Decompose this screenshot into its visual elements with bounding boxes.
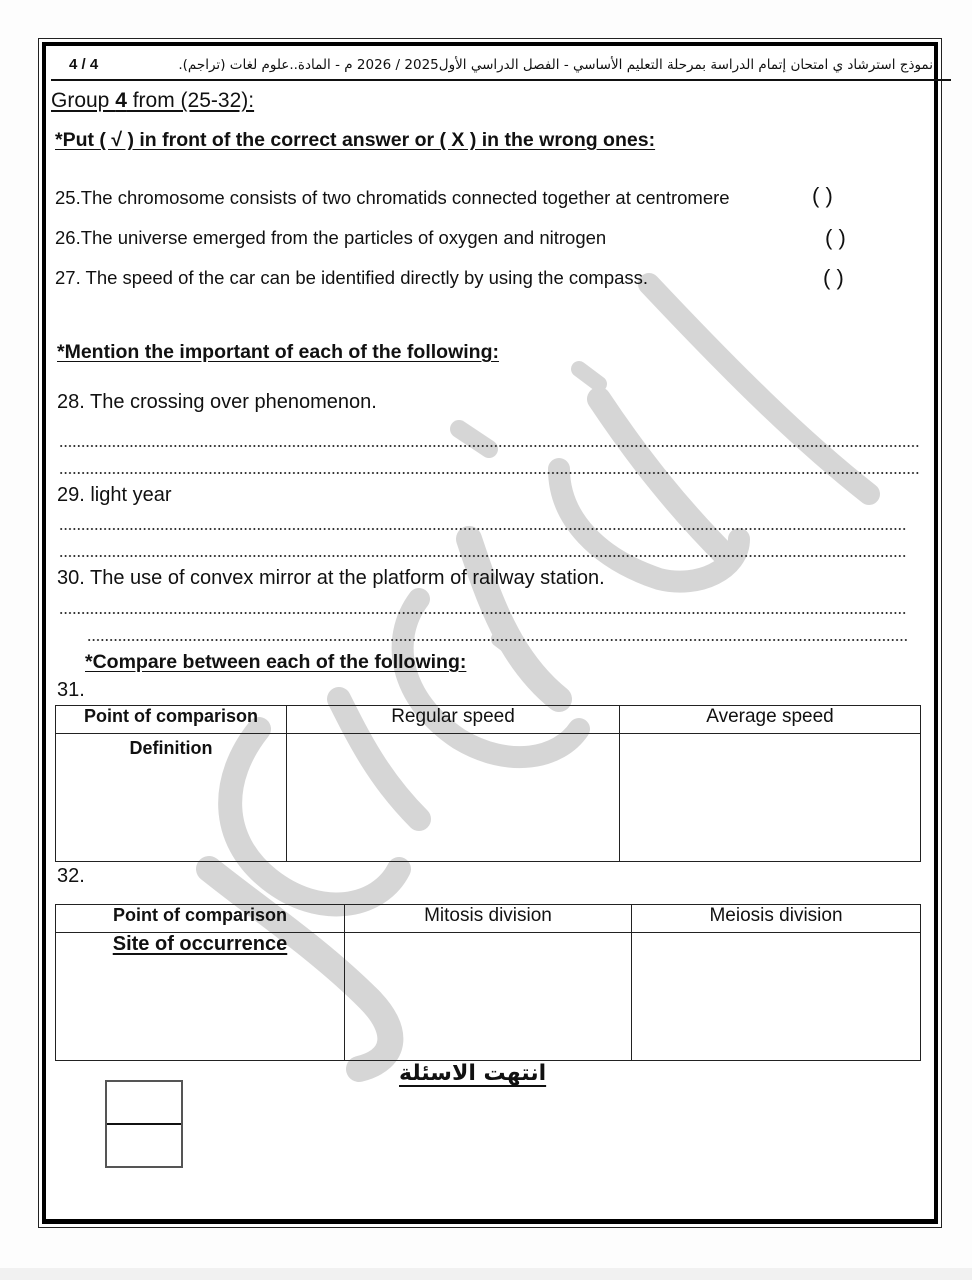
answer-line-28b[interactable] (59, 472, 919, 474)
comparison-table-31 (55, 705, 921, 862)
row-label-site-of-occurrence: Site of occurrence (56, 933, 345, 1061)
header-mitosis-division: Mitosis division (345, 905, 632, 933)
table-header-row (56, 706, 921, 734)
watermark-stroke (469, 539, 559, 699)
exam-header-title: نموذج استرشاد ي امتحان إتمام الدراسة بمرحلة التعليم الأساسي - الفصل الدراسي الأول2025 / 2026 م - المادة..علوم لغات (تراجم). (178, 57, 933, 73)
true-false-instructions: *Put ( √ ) in front of the correct answer or ( X ) in the wrong ones: (55, 129, 656, 151)
header-point-of-comparison: Point of comparison (56, 905, 345, 933)
question-31-number: 31. (57, 679, 85, 701)
score-box (105, 1080, 183, 1168)
watermark-stroke (649, 284, 869, 494)
row-label-definition: Definition (56, 734, 287, 862)
exam-page (38, 38, 942, 1228)
comparison-table-32 (55, 904, 921, 1061)
question-26: 26.The universe emerged from the particles of oxygen and nitrogen (55, 227, 607, 248)
answer-cell-mitosis[interactable] (345, 933, 632, 1061)
answer-cell-meiosis[interactable] (632, 933, 921, 1061)
group-suffix: from (25-32): (126, 89, 255, 112)
end-of-questions: انتهت الاسئلة (399, 1061, 547, 1086)
header-average-speed: Average speed (620, 706, 921, 734)
page-content (39, 39, 941, 1227)
answer-line-29a[interactable] (59, 528, 907, 530)
score-box-divider (107, 1123, 181, 1125)
watermark-stroke (559, 469, 739, 582)
question-25: 25.The chromosome consists of two chromatids connected together at centromere (55, 187, 730, 208)
header-point-of-comparison: Point of comparison (56, 706, 287, 734)
question-32-number: 32. (57, 865, 85, 887)
table-row (56, 933, 921, 1061)
answer-line-30a[interactable] (59, 612, 907, 614)
compare-instructions: *Compare between each of the following: (85, 651, 467, 673)
question-29: 29. light year (57, 484, 172, 506)
table-row (56, 734, 921, 862)
importance-instructions: *Mention the important of each of the following: (57, 341, 499, 363)
header-regular-speed: Regular speed (287, 706, 620, 734)
answer-line-30b[interactable] (87, 639, 907, 641)
watermark-stroke (579, 369, 599, 384)
header-divider (51, 79, 951, 81)
answer-box-27[interactable]: ( ) (823, 265, 844, 290)
group-title (51, 89, 254, 113)
watermark-stroke (599, 399, 729, 559)
question-30: 30. The use of convex mirror at the platform of railway station. (57, 567, 605, 589)
answer-box-26[interactable]: ( ) (825, 225, 846, 250)
answer-line-28a[interactable] (59, 445, 919, 447)
watermark-stroke (499, 639, 519, 654)
answer-line-29b[interactable] (59, 555, 907, 557)
group-number: 4 (115, 89, 127, 112)
answer-box-25[interactable]: ( ) (812, 183, 833, 208)
bottom-strip (0, 1268, 972, 1280)
question-27: 27. The speed of the car can be identified directly by using the compass. (55, 267, 649, 288)
header-meiosis-division: Meiosis division (632, 905, 921, 933)
group-prefix: Group (51, 89, 116, 112)
answer-cell-regular-speed[interactable] (287, 734, 620, 862)
question-28: 28. The crossing over phenomenon. (57, 391, 377, 413)
answer-cell-average-speed[interactable] (620, 734, 921, 862)
table-header-row (56, 905, 921, 933)
page-number: 4 / 4 (69, 56, 99, 73)
